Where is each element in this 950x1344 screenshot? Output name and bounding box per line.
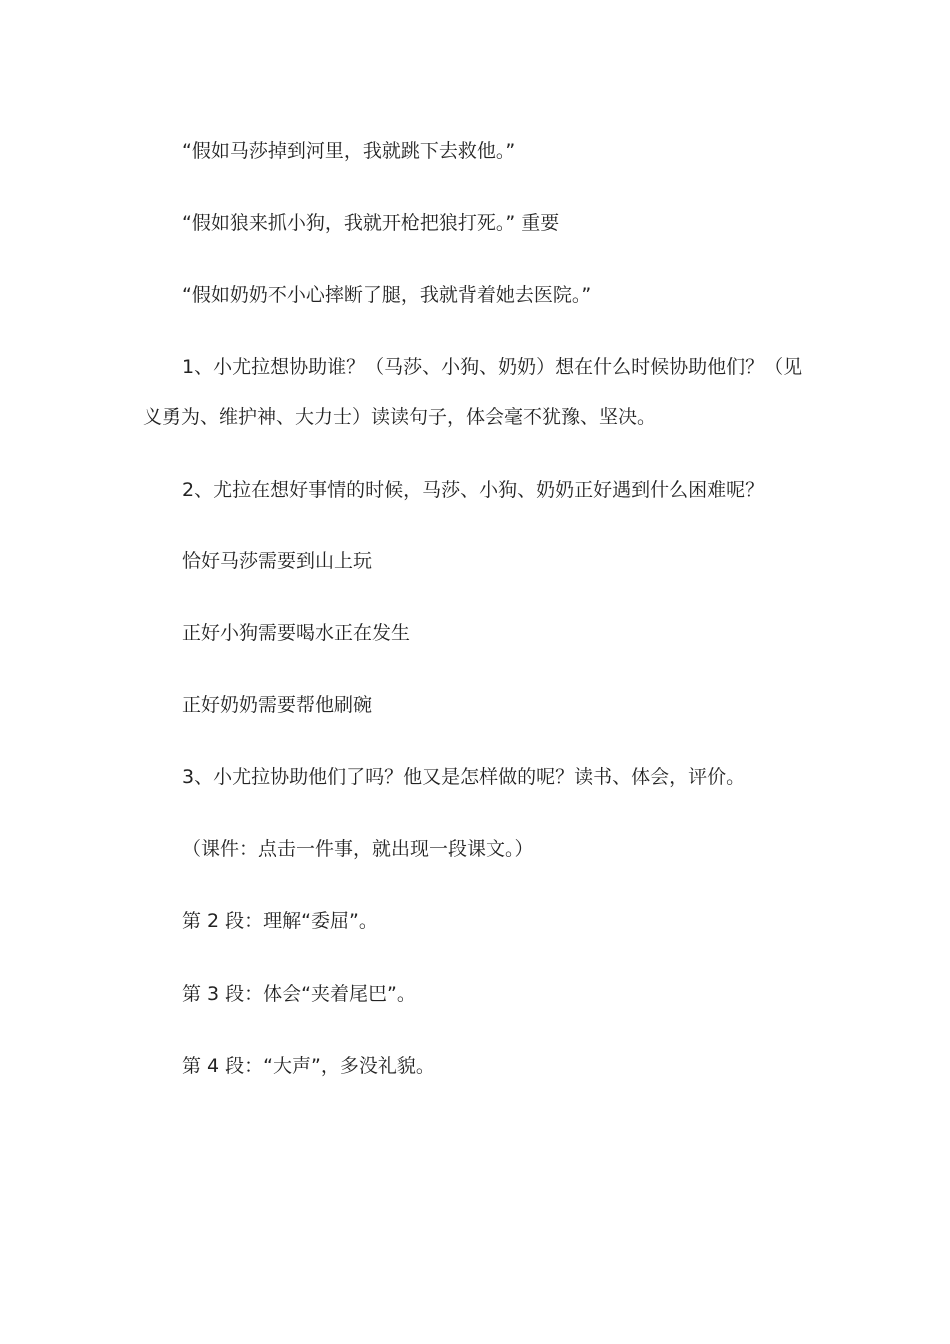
question-3: 3、小尤拉协助他们了吗？他又是怎样做的呢？读书、体会，评价。 <box>182 766 746 788</box>
situation-line-2: 正好小狗需要喝水正在发生 <box>182 622 411 644</box>
quote-line-1: “假如马莎掉到河里，我就跳下去救他。” <box>182 140 516 162</box>
question-1-line-1: 1、小尤拉想协助谁？（马莎、小狗、奶奶）想在什么时候协助他们？（见 <box>182 356 803 378</box>
situation-line-1: 恰好马莎需要到山上玩 <box>182 550 373 572</box>
situation-line-3: 正好奶奶需要帮他刷碗 <box>182 694 373 716</box>
paragraph-note-2: 第 2 段：理解“委屈”。 <box>182 910 378 932</box>
quote-line-3: “假如奶奶不小心摔断了腿，我就背着她去医院。” <box>182 284 592 306</box>
question-2: 2、尤拉在想好事情的时候，马莎、小狗、奶奶正好遇到什么困难呢？ <box>182 479 765 501</box>
paragraph-note-3: 第 3 段：体会“夹着尾巴”。 <box>182 983 416 1005</box>
quote-line-2: “假如狼来抓小狗，我就开枪把狼打死。” 重要 <box>182 212 560 234</box>
paragraph-note-4: 第 4 段：“大声”，多没礼貌。 <box>182 1055 435 1077</box>
courseware-note: （课件：点击一件事，就出现一段课文。） <box>182 838 534 860</box>
question-1-line-2: 义勇为、维护神、大力士）读读句子，体会毫不犹豫、坚决。 <box>143 406 657 428</box>
